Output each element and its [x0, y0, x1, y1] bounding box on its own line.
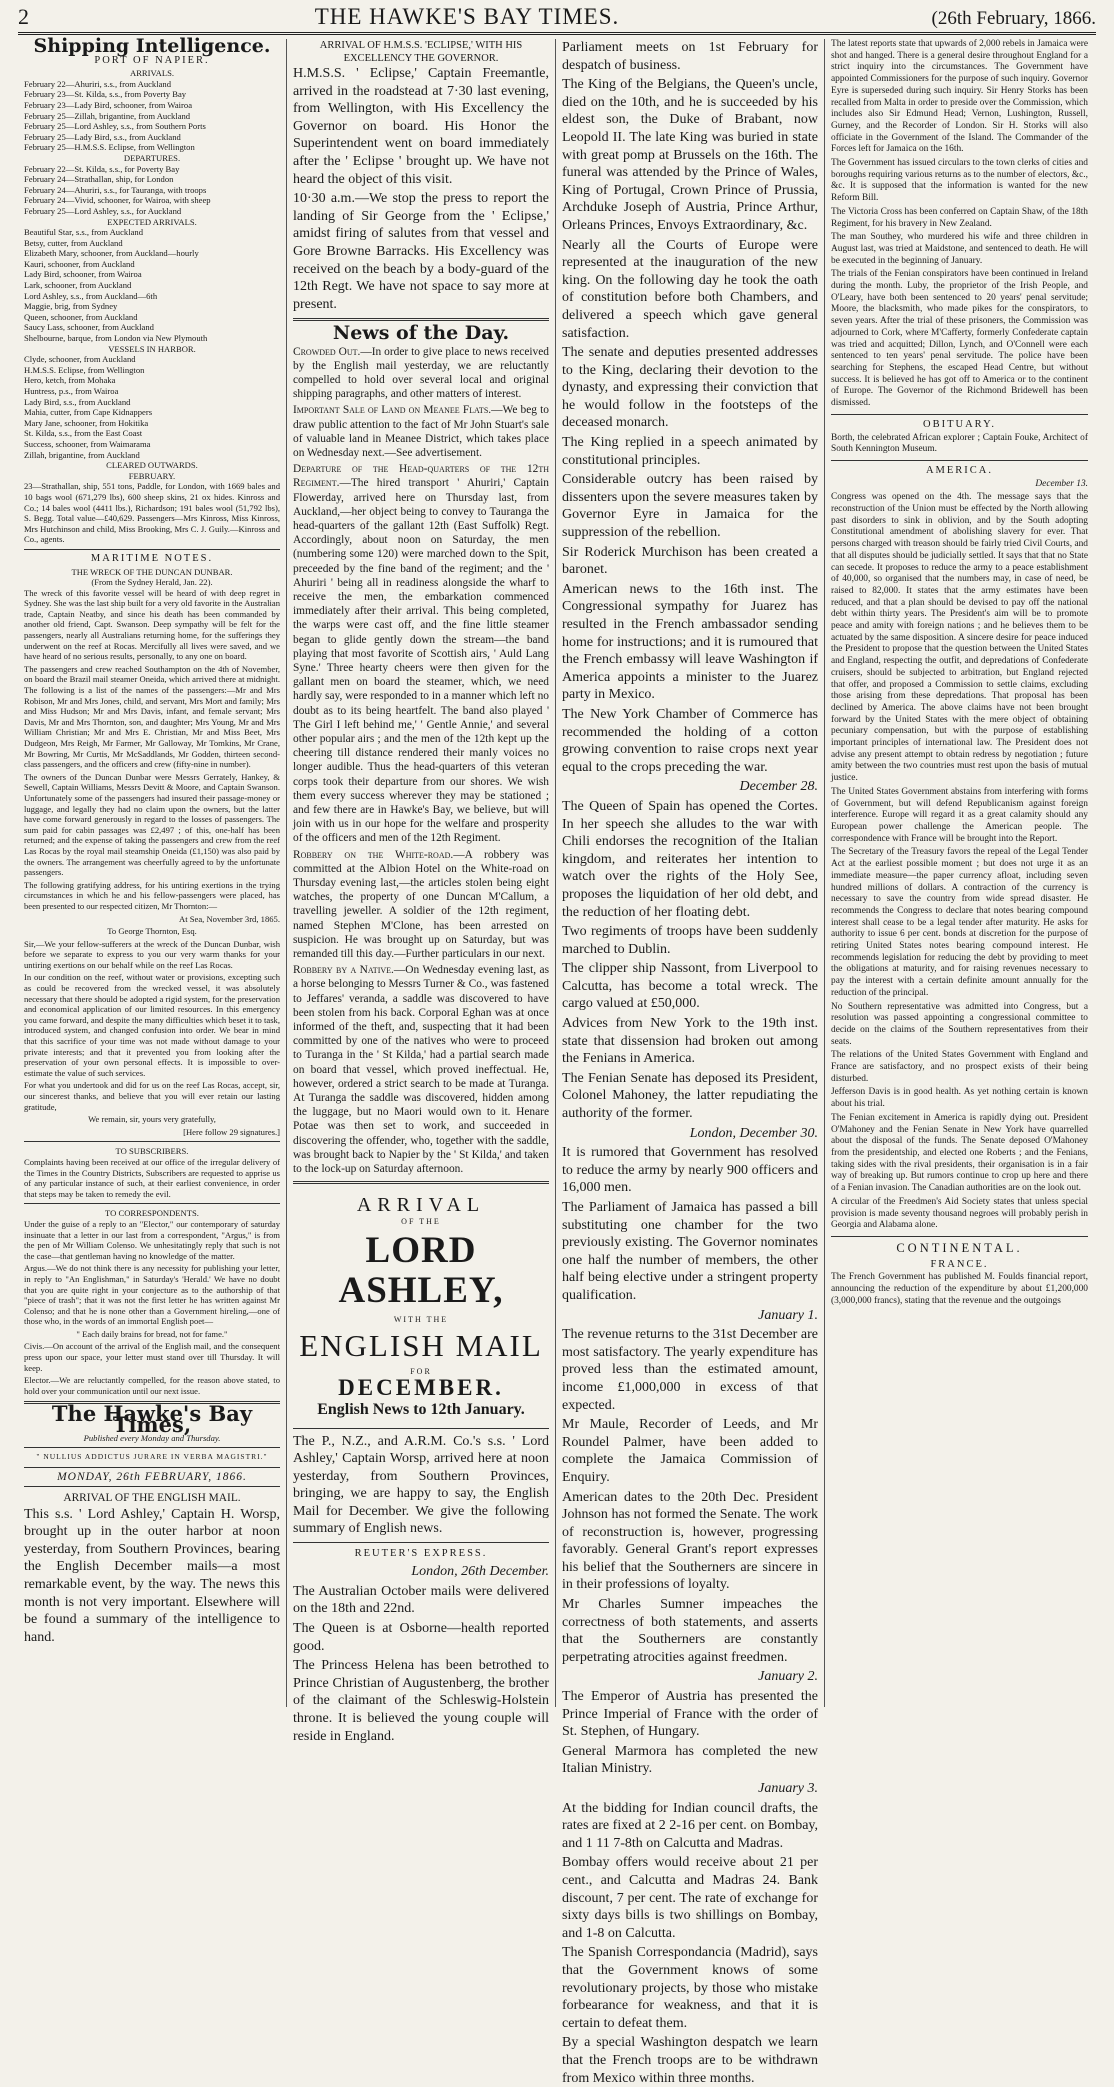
dateline: January 1.	[758, 1307, 818, 1323]
paragraph: Mr Maule, Recorder of Leeds, and Mr Roundel Palmer, have been added to complete the Jamaica Commission of Enquiry.	[562, 1417, 818, 1485]
news-paras	[562, 798, 818, 1123]
mail-text: This s.s. ' Lord Ashley,' Captain H. Worsp, brought up in the outer harbor at noon yesterday, from Southern Provinces, bearing the English December mails—a most remarkable event, by the way. The news this month is not very important. Elsewhere will be found a summary of the intelligence to hand.	[24, 1506, 280, 1645]
news-item-lead: Crowded Out.	[293, 345, 361, 358]
paragraph: The United States Government abstains from interfering with forms of Government, but will defend Republicanism against foreign interference. Europe will regard it as a great calamity should any European power challenge the American people. The correspondence with France will be brought into the Report.	[831, 786, 1088, 844]
list-item: February 24—Ahuriri, s.s., for Tauranga, with troops	[24, 184, 207, 195]
paragraph: American news to the 16th inst. The Congressional sympathy for Juarez has resulted in the French ambassador sending home for instructions; and it is rumoured that the French embassy will leave Washington if America appoints a minister to the Juarez party in Mexico.	[562, 581, 818, 703]
letter-note: [Here follow 29 signatures.]	[183, 1126, 280, 1137]
news-list	[293, 345, 549, 1177]
list-item: Lord Ashley, s.s., from Auckland—6th	[24, 290, 158, 301]
news-item-lead: Departure of the Head-quarters of the 12th Regiment.	[293, 463, 549, 490]
paragraph: The Fenian Senate has deposed its President, Colonel Mahoney, the latter repudiating the authority of the former.	[562, 1070, 818, 1122]
masthead	[18, 0, 1096, 35]
paragraph: The Fenian excitement in America is rapidly dying out. President O'Mahoney and the Fenian Senate in New York have quarrelled about the disposal of the funds. The Senate deposed O'Mahoney from the presidentship, and elected one Roberts ; and the Fenians, taking sides with the rival presidents, their organisation is in a fair way of breaking up. But rumors continue to crop up here and there of a Fenian invasion. The Canadian authorities are on the look out.	[831, 1112, 1088, 1194]
paragraph: The Emperor of Austria has presented the Prince Imperial of France with the order of St. Stephen, of Hungary.	[562, 1689, 818, 1740]
paragraph: The Victoria Cross has been conferred on Captain Shaw, of the 18th Regiment, for his bravery in New Zealand.	[831, 206, 1088, 229]
dateline: January 3.	[758, 1781, 818, 1796]
cleared-title: CLEARED OUTWARDS.	[106, 460, 198, 471]
news-item-text: —On Wednesday evening last, as a horse belonging to Messrs Turner & Co., was fastened to Jeffares' veranda, a saddle was discovered to have been stolen from his back. Corporal Eghan was at once informed of the theft, and, suspecting that it had been committed by one of the natives who were to proceed to Turanga in the ' St Kilda,' had a partial search made on board that vessel, which proved ineffectual. He, however, ordered a strict search to be made at Turanga. At Turanga the saddle was discovered, hidden among the luggage, but no Maori would own to it. Henare Potae was then set to work, and succeeded in discovering the offender, who, together with the saddle, was brought back to Napier by the ' St Kilda,' and taken to the lock-up on Saturday afternoon.	[293, 964, 549, 1176]
list-item: Mary Jane, schooner, from Hokitika	[24, 417, 149, 428]
letter-recipient: To George Thornton, Esq.	[107, 926, 197, 937]
departures-title: DEPARTURES.	[123, 152, 181, 163]
letter-dateline: At Sea, November 3rd, 1865.	[179, 913, 280, 924]
wreck-source: (From the Sydney Herald, Jan. 22).	[91, 577, 213, 588]
letter-para: Sir,—We your fellow-sufferers at the wreck of the Duncan Dunbar, wish before we separate to express to you our very warm thanks for your untiring exertions on our behalf while on the reef Las Rocas.	[24, 938, 280, 970]
news-paras	[562, 1144, 818, 1304]
paragraph: The man Southey, who murdered his wife and three children in August last, was tried at Maidstone, and sentenced to death. He will be executed in the beginning of January.	[831, 232, 1088, 266]
list-item: Queen, schooner, from Auckland	[24, 311, 138, 322]
paragraph: The relations of the United States Government with England and France are satisfactory, and no prospect exists of their being disturbed.	[831, 1050, 1088, 1084]
list-item: Saucy Lass, schooner, from Auckland	[24, 322, 154, 333]
paragraph: Sir Roderick Murchison has been created a baronet.	[562, 544, 818, 578]
dateline: London, December 30.	[689, 1125, 818, 1141]
news-paras	[562, 39, 818, 776]
list-item: Maggie, brig, from Sydney	[24, 301, 118, 312]
expected-title: EXPECTED ARRIVALS.	[107, 216, 197, 227]
list-item: Clyde, schooner, from Auckland	[24, 354, 136, 365]
list-item: Hero, ketch, from Mohaka	[24, 375, 116, 386]
paragraph: The Parliament of Jamaica has passed a bill substituting one chamber for the two previously existing. The Governor nominates one half the number of members, the other half being elective under a stringent property qualification.	[562, 1200, 818, 1303]
published-line: Published every Monday and Thursday.	[83, 1432, 221, 1443]
news-item-text: —In order to give place to news received by the English mail yesterday, we are reluctantly compelled to hold over several local and original shipping paragraphs, and other matters of interest.	[293, 345, 549, 401]
news-paras	[562, 1800, 818, 2087]
ad-line-month: DECEMBER.	[338, 1375, 504, 1401]
paragraph: The Princess Helena has been betrothed to Prince Christian of Augustenberg, the brother of the claimant of the Schleswig-Holstein throne. It is believed the young couple will reside in England.	[293, 1658, 549, 1744]
list-item: February 24—Strathallan, ship, for London	[24, 174, 174, 185]
paragraph: Bombay offers would receive about 21 per cent., and Calcutta and Madras 24. Bank discount, 7 per cent. The rate of exchange for sixty days bills is two shillings on Bombay, and 1-8 on Calcutta.	[562, 1855, 818, 1941]
column-2	[287, 39, 556, 1744]
paragraph: Considerable outcry has been raised by dissenters upon the severe measures taken by Governor Eyre in Jamaica for the suppression of the rebellion.	[562, 472, 818, 541]
list-item: February 22—Ahuriri, s.s., from Auckland	[24, 78, 172, 89]
cleared-text: 23—Strathallan, ship, 551 tons, Paddle, for London, with 1669 bales and 10 bags wool (671,279 lbs), 600 sheep skins, 21 ox hides. Kinross and Co.; 14 bales wool (4411 lbs.), Richardson; 191 bales wool (51,792 lbs), S. Begg. Total value—£40,629. Passengers—Mrs Kinross, Miss Kinross, Mrs Hutchinson and child, Miss Brooking, Mrs C. J. Guily.—Kinross and Co., agents.	[24, 481, 280, 545]
list-item: February 25—Lord Ashley, s.s., from Southern Ports	[24, 121, 206, 132]
motto: " NULLIUS ADDICTUS JURARE IN VERBA MAGISTRI."	[36, 1452, 268, 1462]
list-item: Kauri, schooner, from Auckland	[24, 258, 135, 269]
letter-sign: We remain, sir, yours very gratefully,	[88, 1114, 216, 1125]
paragraph: Parliament meets on 1st February for despatch of business.	[562, 40, 818, 73]
paragraph: The Spanish Correspondancia (Madrid), says that the Government knows of some revolutionary projects, by those who mistake forbearance for weakness, and that it is certain to defeat them.	[562, 1945, 818, 2031]
letter-para: For what you undertook and did for us on the reef Las Rocas, accept, sir, our sincerest thanks, and believe that you will ever retain our lasting gratitude,	[24, 1080, 280, 1112]
paragraph: Congress was opened on the 4th. The message says that the reconstruction of the Union must be effected by the North allowing past disorders to sink in oblivion, and by the South adopting Constitutional amendment of abolishing slavery for ever. That persons charged with treason should be fairly tried Civil Courts, and that all disputes should be judicially settled. It says that that no State can secede. It proposes to reduce the army to a peace establishment of 40,000, so organised that the numbers may, in case of need, be raised to 82,000. It states that the army estimates have been reduced, and that a plan should be devised to pay off the national debt within thirty years. The President's aim will be to promote peace and amity with foreign nations ; and he believes them to be actuated by the same disposition. A sincere desire for peace induced the President to propose that the question between the United States and England, respecting the outfit, and depredations of Confederate cruisers, should be subjected to arbitration, but England rejected that offer, and proposed a Commission to settle claims, excluding those arising from these depredations. That proposal has been declined by America. The above claims have not been brought forward by the United States with the mere object of obtaining pecuniary compensation, but with the purpose of establishing important principles of international law. The President does not advise any present attempt to obtain redress by negotiation ; future amity between the two countries must rest upon the basis of mutual justice.	[831, 492, 1088, 784]
paragraph: The Secretary of the Treasury favors the repeal of the Legal Tender Act at the earliest possible moment ; but does not urge it as an immediate measure—the paper currency afloat, including seven hundred millions of dollars. A contraction of the currency is necessary to save the country from wide spread disaster. He recommends the Congress to declare that notes bearing compound interest shall cease to be a legal tender after maturity. He asks for authority to issue 6 per cent. bonds at discretion for the purpose of retiring United States notes bearing compound interest. He recommends legislation for reducing the debt by providing to meet the obligations at maturity, and for raising revenues necessary to pay the interest with a certain definite amount annually for the reduction of the principal.	[831, 847, 1088, 998]
paragraph: American dates to the 20th Dec. President Johnson has not formed the Senate. The work of reconstruction is, however, progressing favorably. General Grant's report expresses his belief that the Southerners are sincere in in their professions of loyalty.	[562, 1489, 818, 1593]
reuter-dateline: London, 26th December.	[411, 1564, 549, 1580]
france-title: FRANCE.	[930, 1258, 989, 1270]
correspondents-para: Elector.—We are reluctantly compelled, for the reason above stated, to hold over your communication until our next issue.	[24, 1375, 280, 1396]
letter-para: In our condition on the reef, without water or provisions, excepting such as could be recovered from the wrecked vessel, it was absolutely necessary that there should be adopted a rigid system, for the preservation and economical application of our limited resources. In this emergency you came forward, and despite the many difficulties which beset it to task, introduced system, and changed confusion into order. We bear in mind that this sacrifice of your time was not made without damage to your private interests; and that it prevented you from looking after the preservation of your own personal effects. It is impossible to over-estimate the value of such services.	[24, 972, 280, 1078]
paragraph: The Australian October mails were delivered on the 18th and 22nd.	[293, 1583, 549, 1617]
paragraph: It is rumored that Government has resolved to reduce the army by nearly 900 officers and 16,000 men.	[562, 1145, 818, 1196]
paragraph: The senate and deputies presented addresses to the King, declaring their devotion to the dynasty, and expressing their conviction that he would follow in the footsteps of the deceased monarch.	[562, 345, 818, 431]
list-item: St. Kilda, s.s., from the East Coast	[24, 428, 143, 439]
news-item-lead: Robbery on the White-road.	[293, 848, 454, 861]
paragraph: At the bidding for Indian council drafts, the rates are fixed at 2 2-16 per cent. on Bombay, and 1 11 7-8th on Calcutta and Madras.	[562, 1800, 818, 1851]
list-item: Shelbourne, barque, from London via New Plymouth	[24, 333, 208, 344]
news-item	[293, 345, 549, 402]
obituary-text: Borth, the celebrated African explorer ; Captain Fouke, Architect of South Kennington Museum.	[831, 432, 1088, 455]
america-dateline: December 13.	[1035, 478, 1088, 489]
news-item	[293, 462, 549, 845]
list-item: Success, schooner, from Waimarama	[24, 438, 151, 449]
news-item	[293, 403, 549, 460]
correspondents-para: Under the guise of a reply to an "Elector," our contemporary of saturday insinuate that a letter in our last from a correspondent, "Argus," is from the pen of Mr William Colenso. We unhesitatingly reply that such is not the case—that gentleman having no knowledge of the matter.	[24, 1218, 280, 1261]
wreck-para: The owners of the Duncan Dunbar were Messrs Gerrately, Hankey, & Sewell, Captain Williams, Messrs Devitt & Moore, and Captain Swanson. Unfortunately some of the passengers had insured their passage-money or luggage, and legally they had no claim upon the owners, but the latter have come forward generously in regard to the losses of passengers. The sum paid for cabin passages was £2,497 ; of this, one-half has been returned; and the expense of taking the passengers and crew from the reef Las Rocas by the royal mail steamship Oneida (£1,150) was also paid by the owners. The arrangement was cheerfully agreed to by the unfortunate passengers.	[24, 771, 280, 878]
mail-para: The P., N.Z., and A.R.M. Co.'s s.s. ' Lord Ashley,' Captain Worsp, arrived here at noon yesterday, from Southern Provinces, bringing, we are happy to say, the English Mail for December. We give the following summary of English news.	[293, 1433, 549, 1537]
cleared-month: FEBRUARY.	[128, 470, 176, 481]
mail-title: ARRIVAL OF THE ENGLISH MAIL.	[63, 1492, 241, 1505]
correspondents-title: TO CORRESPONDENTS.	[105, 1208, 199, 1219]
column-4	[825, 39, 1094, 1707]
ad-line-arrival: ARRIVAL	[356, 1194, 486, 1217]
masthead-date: (26th February, 1866.	[931, 8, 1096, 29]
wreck-para: The passengers and crew reached Southampton on the 4th of November, on board the Brazil mail steamer Oneida, which arrived there at midnight. The following is a list of the names of the passengers:—Mr and Mrs Robison, Mr and Mrs Jones, child, and servant, Mrs Mort and family; Mrs and Miss Hudson; Mr and Mrs Davis, infant, and female servant; Mrs Davis, Mr and Mrs Thornton, son, and daughter; Mrs Young, Mr and Mrs William Christian; Mr and Mrs E. Christian, Mr and Miss Beet, Mrs Dudgeon, Mrs Reigh, Mr Farmer, Mr Galloway, Mr Tomkins, Mr Crane, Mr Bowring, Mr Curtis, Mr McSaddlands, Mr Godden, thirteen second-class passengers, and the officers and crew (fifty-nine in number).	[24, 663, 280, 770]
ad-subtitle: English News to 12th January.	[317, 1401, 525, 1419]
wreck-para: The wreck of this favorite vessel will be heard of with deep regret in Sydney. She was the last ship built for a very old favorite in the Australian trade, Captain Neatby, and since his death has been commanded by another old friend, Capt. Swanson. Deep sympathy will be felt for the passengers, nearly all Australians returning home, for the sufferings they underwent on the reef at Rocas. Mercifully all lives were saved, and we have heard of no serious results, personally, to any one on board.	[24, 587, 280, 662]
paragraph: The clipper ship Nassont, from Liverpool to Calcutta, has become a total wreck. The cargo valued at £50,000.	[562, 961, 818, 1012]
paragraph: The latest reports state that upwards of 2,000 rebels in Jamaica were shot and hanged. There is a general desire throughout England for a strict inquiry into the circumstances. The Government have appointed Commissioners for the purpose of such inquiry. Governor Eyre is superseded during such inquiry. Sir Henry Storks has been recalled from Malta in order to preside over the Commission, which includes also Sir Edmund Head; Vernon, Lushington, Russell, Gurney, and the Recorder of London. Sir H. Storks will also officiate in the Government of the Island. The Commander of the Forces left for Jamaica on the 16th.	[831, 39, 1088, 155]
departures-list	[24, 164, 280, 217]
paragraph: The Government has issued circulars to the town clerks of cities and boroughs requiring various returns as to the number of electors, &c., &c. It is supposed that the information is wanted for the new Reform Bill.	[831, 158, 1088, 204]
list-item: Lark, schooner, from Auckland	[24, 280, 132, 291]
news-item	[293, 963, 549, 1176]
list-item: H.M.S.S. Eclipse, from Wellington	[24, 364, 145, 375]
reuter-title: REUTER'S EXPRESS.	[354, 1548, 488, 1560]
eclipse-title: ARRIVAL OF H.M.S.S. 'ECLIPSE,' WITH HIS EXCELLENCY THE GOVERNOR.	[319, 40, 523, 64]
expected-list	[24, 227, 280, 344]
list-item: February 25—Lady Bird, s.s., from Auckland	[24, 131, 181, 142]
subscribers-title: TO SUBSCRIBERS.	[115, 1146, 189, 1157]
paragraph: Two regiments of troops have been suddenly marched to Dublin.	[562, 924, 818, 957]
port-title: PORT OF NAPIER.	[94, 54, 210, 66]
news-paras	[831, 39, 1088, 410]
list-item: Lady Bird, s.s., from Auckland	[24, 396, 131, 407]
list-item: February 23—St. Kilda, s.s., from Poverty Bay	[24, 89, 187, 100]
list-item: February 25—Zillah, brigantine, from Auckland	[24, 110, 191, 121]
issue-date: MONDAY, 26th FEBRUARY, 1866.	[57, 1470, 247, 1483]
list-item: Elizabeth Mary, schooner, from Auckland—hourly	[24, 248, 199, 259]
list-item: February 25—Lord Ashley, s.s., for Auckland	[24, 205, 182, 216]
paragraph: The King replied in a speech animated by constitutional principles.	[562, 435, 818, 468]
obituary-title: OBITUARY.	[923, 418, 996, 430]
list-item: February 25—H.M.S.S. Eclipse, from Wellington	[24, 142, 195, 153]
list-item: Huntress, p.s., from Wairoa	[24, 386, 119, 396]
wreck-title: THE WRECK OF THE DUNCAN DUNBAR.	[71, 566, 233, 577]
paragraph: No Southern representative was admitted into Congress, but a resolution was passed appointing a congressional committee to decide on the claims of the Southern representatives from their seats.	[831, 1001, 1088, 1047]
masthead-title: THE HAWKE'S BAY TIMES.	[314, 4, 620, 29]
paragraph: A circular of the Freedmen's Aid Society states that unless special provision is made seventy thousand negroes will probably perish in Georgia and Alabama alone.	[831, 1196, 1088, 1231]
paragraph: The trials of the Fenian conspirators have been continued in Ireland during the month. Luby, the proprietor of the Irish People, and O'Leary, have both been sentenced to 20 years' penal servitude; Moore, the blacksmith, who made pikes for the conspirators, to seven years. After the trial of these prisoners, the Commission was adjourned to Cork, where M'Cafferty, formerly Confederate captain was tried and acquitted; Dillon, Lynch, and O'Connell were each sentenced to ten years' penal servitude. The police have been searching for Stephens, the escaped Head Centre, but without success. It is believed he has got off to America or to the continent of Europe. The Governor of the Richmond Bridewell has been dismissed.	[831, 269, 1088, 409]
paragraph: Advices from New York to the 19th inst. state that dissension had broken out among the Fenians in America.	[562, 1016, 818, 1067]
news-item-lead: Important Sale of Land on Meanee Flats.	[293, 404, 492, 417]
list-item: Mahia, cutter, from Cape Kidnappers	[24, 407, 153, 418]
wreck-para: The following gratifying address, for his untiring exertions in the trying circumstances in which he and his fellow-passengers were placed, has been presented to our respected citizen, Mr Thornton:—	[24, 879, 280, 911]
paragraph: The revenue returns to the 31st December are most satisfactory. The yearly expenditure has proved less than the estimated amount, income £1,000,000 in excess of that expected.	[562, 1327, 818, 1413]
news-item-lead: Robbery by a Native.	[293, 964, 394, 977]
arrivals-list	[24, 79, 280, 153]
paragraph: General Marmora has completed the new Italian Ministry.	[562, 1743, 818, 1777]
continental-title: CONTINENTAL.	[896, 1240, 1023, 1255]
list-item: Lady Bird, schooner, from Wairoa	[24, 269, 142, 280]
france-text: The French Government has published M. Foulds financial report, announcing the reduction of the expenditure by about £1,200,000 (3,000,000 francs), stating that the revenue and the outgoings	[831, 1272, 1088, 1306]
harbor-list	[24, 354, 280, 460]
ad-small: WITH THE	[393, 1314, 449, 1324]
paragraph: The Queen of Spain has opened the Cortes. In her speech she alludes to the war with Chili endorses the recognition of the Italian kingdom, and reiterates her intention to watch over the rights of the Holy See, proposes the liquidation of her old debt, and the reduction of her floating debt.	[562, 798, 818, 920]
news-item-text: —A robbery was committed at the Albion Hotel on the White-road on Thursday evening last,—the articles stolen being eight watches, the property of one Duncan M'Callum, a travelling jeweller. A soldier of the 12th regiment, named Stephen M'Clone, has been arrested on suspicion. He was brought up on Saturday, but was remanded till this day.—Further particulars in our next.	[293, 848, 549, 961]
dateline: January 2.	[758, 1669, 818, 1685]
paragraph: The Queen is at Osborne—health reported good.	[293, 1621, 549, 1654]
america-paras	[831, 492, 1088, 1232]
ad-small: OF THE	[401, 1216, 441, 1226]
correspondents-para: Argus.—We do not think there is any necessity for publishing your letter, in reply to "An Englishman," in Saturday's 'Herald.' We have no doubt that you are quite right in your conjecture as to the authorship of that "piece of trash"; that it was not the first letter he has written against Mr Colenso; and that he is none other than a Government hireling,—one of those who, in the words of an immortal English poet—	[24, 1263, 280, 1327]
america-title: AMERICA.	[925, 464, 994, 476]
list-item: Zillah, brigantine, from Auckland	[24, 449, 140, 460]
ad-line-mail: ENGLISH MAIL	[299, 1327, 543, 1363]
list-item: February 24—Vivid, schooner, for Wairoa, with sheep	[24, 195, 211, 206]
eclipse-para: H.M.S.S. ' Eclipse,' Captain Freemantle, arrived in the roadstead at 7·30 last evening, from Wellington, with His Excellency the Governor on board. His Honor the Superintendent went on board immediately after the ' Eclipse ' brought up. We have not heard the object of this visit.	[293, 66, 549, 187]
paragraph: The New York Chamber of Commerce has recommended the holding of a cotton growing convention to raise crops next year equal to the crops preceding the war.	[562, 706, 818, 775]
paragraph: Mr Charles Sumner impeaches the correctness of both statements, and asserts that the Southerners are constantly perpetrating atrocities against freedmen.	[562, 1597, 818, 1665]
paragraph: By a special Washington despatch we learn that the French troops are to be withdrawn from Mexico within three months.	[562, 2035, 818, 2086]
dateline: December 28.	[739, 779, 818, 795]
arrivals-title: ARRIVALS.	[129, 68, 174, 79]
eclipse-para: 10·30 a.m.—We stop the press to report the landing of Sir George from the ' Eclipse,' amidst firing of salutes from that vessel and Gore Browne Barracks. His Excellency was received on the beach by a body-guard of the 12th Regt. We have not space to say more at present.	[293, 191, 549, 312]
ad-line-ship: LORD ASHLEY,	[338, 1229, 504, 1311]
maritime-title: MARITIME NOTES.	[90, 552, 214, 564]
news-item-text: —We beg to draw public attention to the fact of Mr John Stuart's sale of valuable land in Meanee District, which takes place on Wednesday next.—See advertisement.	[293, 404, 549, 459]
reuter-list	[293, 1583, 549, 1745]
news-paras	[562, 1326, 818, 1666]
harbor-title: VESSELS IN HARBOR.	[108, 343, 196, 354]
news-heading: News of the Day.	[332, 322, 510, 345]
column-1	[18, 35, 287, 1707]
column-3	[556, 39, 825, 2086]
paper-title: The Hawke's Bay Times,	[51, 1401, 253, 1438]
list-item: Beautiful Star, s.s., from Auckland	[24, 227, 143, 238]
subscribers-text: Complaints having been received at our office of the irregular delivery of the Times in the Country Districts, Subscribers are requested to apprise us of any particular instance of such, at their earliest convenience, in order that steps may be taken to remedy the evil.	[24, 1156, 280, 1199]
list-item: Betsy, cutter, from Auckland	[24, 237, 123, 248]
news-paras	[562, 1688, 818, 1778]
paragraph: Jefferson Davis is in good health. As yet nothing certain is known about his trial.	[831, 1087, 1088, 1110]
page-number: 2	[18, 4, 29, 29]
news-item	[293, 848, 549, 962]
ad-small: FOR	[410, 1366, 432, 1376]
news-item-text: —The hired transport ' Ahuriri,' Captain Flowerday, arrived here on Thursday last, from Auckland,—her object being to convey to Tauranga the head-quarters of the gallant 12th (East Suffolk) Regt. Accordingly, about noon on Saturday, the men (numbering some 120) were marched down to the Spit, preceeded by the fine band of the regiment; and the ' Ahuriri ' being all in readiness alongside the wharf to receive the men, the embarkation commenced immediately after their arrival. This being completed, the warps were cast off, and the fine little steamer began to glide gently down the stream—the band playing that most favorite of Scottish airs, ' Auld Lang Syne.' Three hearty cheers were then given for the gallant men on board the steamer, which, we need hardly say, were responded to in a manner which left no doubt as to its being heartfelt. The band also played ' The Girl I left behind me,' ' Gentle Annie,' and several other popular airs ; and the men of the 12th kept up the cheering till distance rendered their manly voices no longer audible. Thus the head-quarters of this veteran corps took their departure from our shores. We wish them every success wherever they may be stationed ; and few there are in Hawke's Bay, we believe, but will join with us in our hope for the welfare and prosperity of the officers and men of the 12th Regiment.	[293, 477, 549, 845]
shipping-heading: Shipping Intelligence.	[33, 35, 271, 57]
list-item: February 22—St. Kilda, s.s., for Poverty Bay	[24, 163, 180, 174]
list-item: February 23—Lady Bird, schooner, from Wairoa	[24, 99, 193, 110]
paragraph: Nearly all the Courts of Europe were represented at the inauguration of the new king. On the following day he took the oath of constitution before both Chambers, and delivered a speech which gave general satisfaction.	[562, 237, 818, 341]
paragraph: The King of the Belgians, the Queen's uncle, died on the 10th, and he is succeeded by his eldest son, the Duke of Brabant, now Leopold II. The late King was buried in state with great pomp at Brussels on the 16th. The funeral was attended by the Prince of Wales, King of Portugal, Crown Prince of Prussia, Archduke Joseph of Austria, Prince Arthur, Orleans Princes, Envoys Extraordinary, &c.	[562, 77, 818, 233]
correspondents-para: Civis.—On account of the arrival of the English mail, and the consequent press upon our space, your letter must stand over till Thursday. It will keep.	[24, 1341, 280, 1373]
correspondents-quote: " Each daily brains for bread, not for fame."	[76, 1328, 228, 1339]
